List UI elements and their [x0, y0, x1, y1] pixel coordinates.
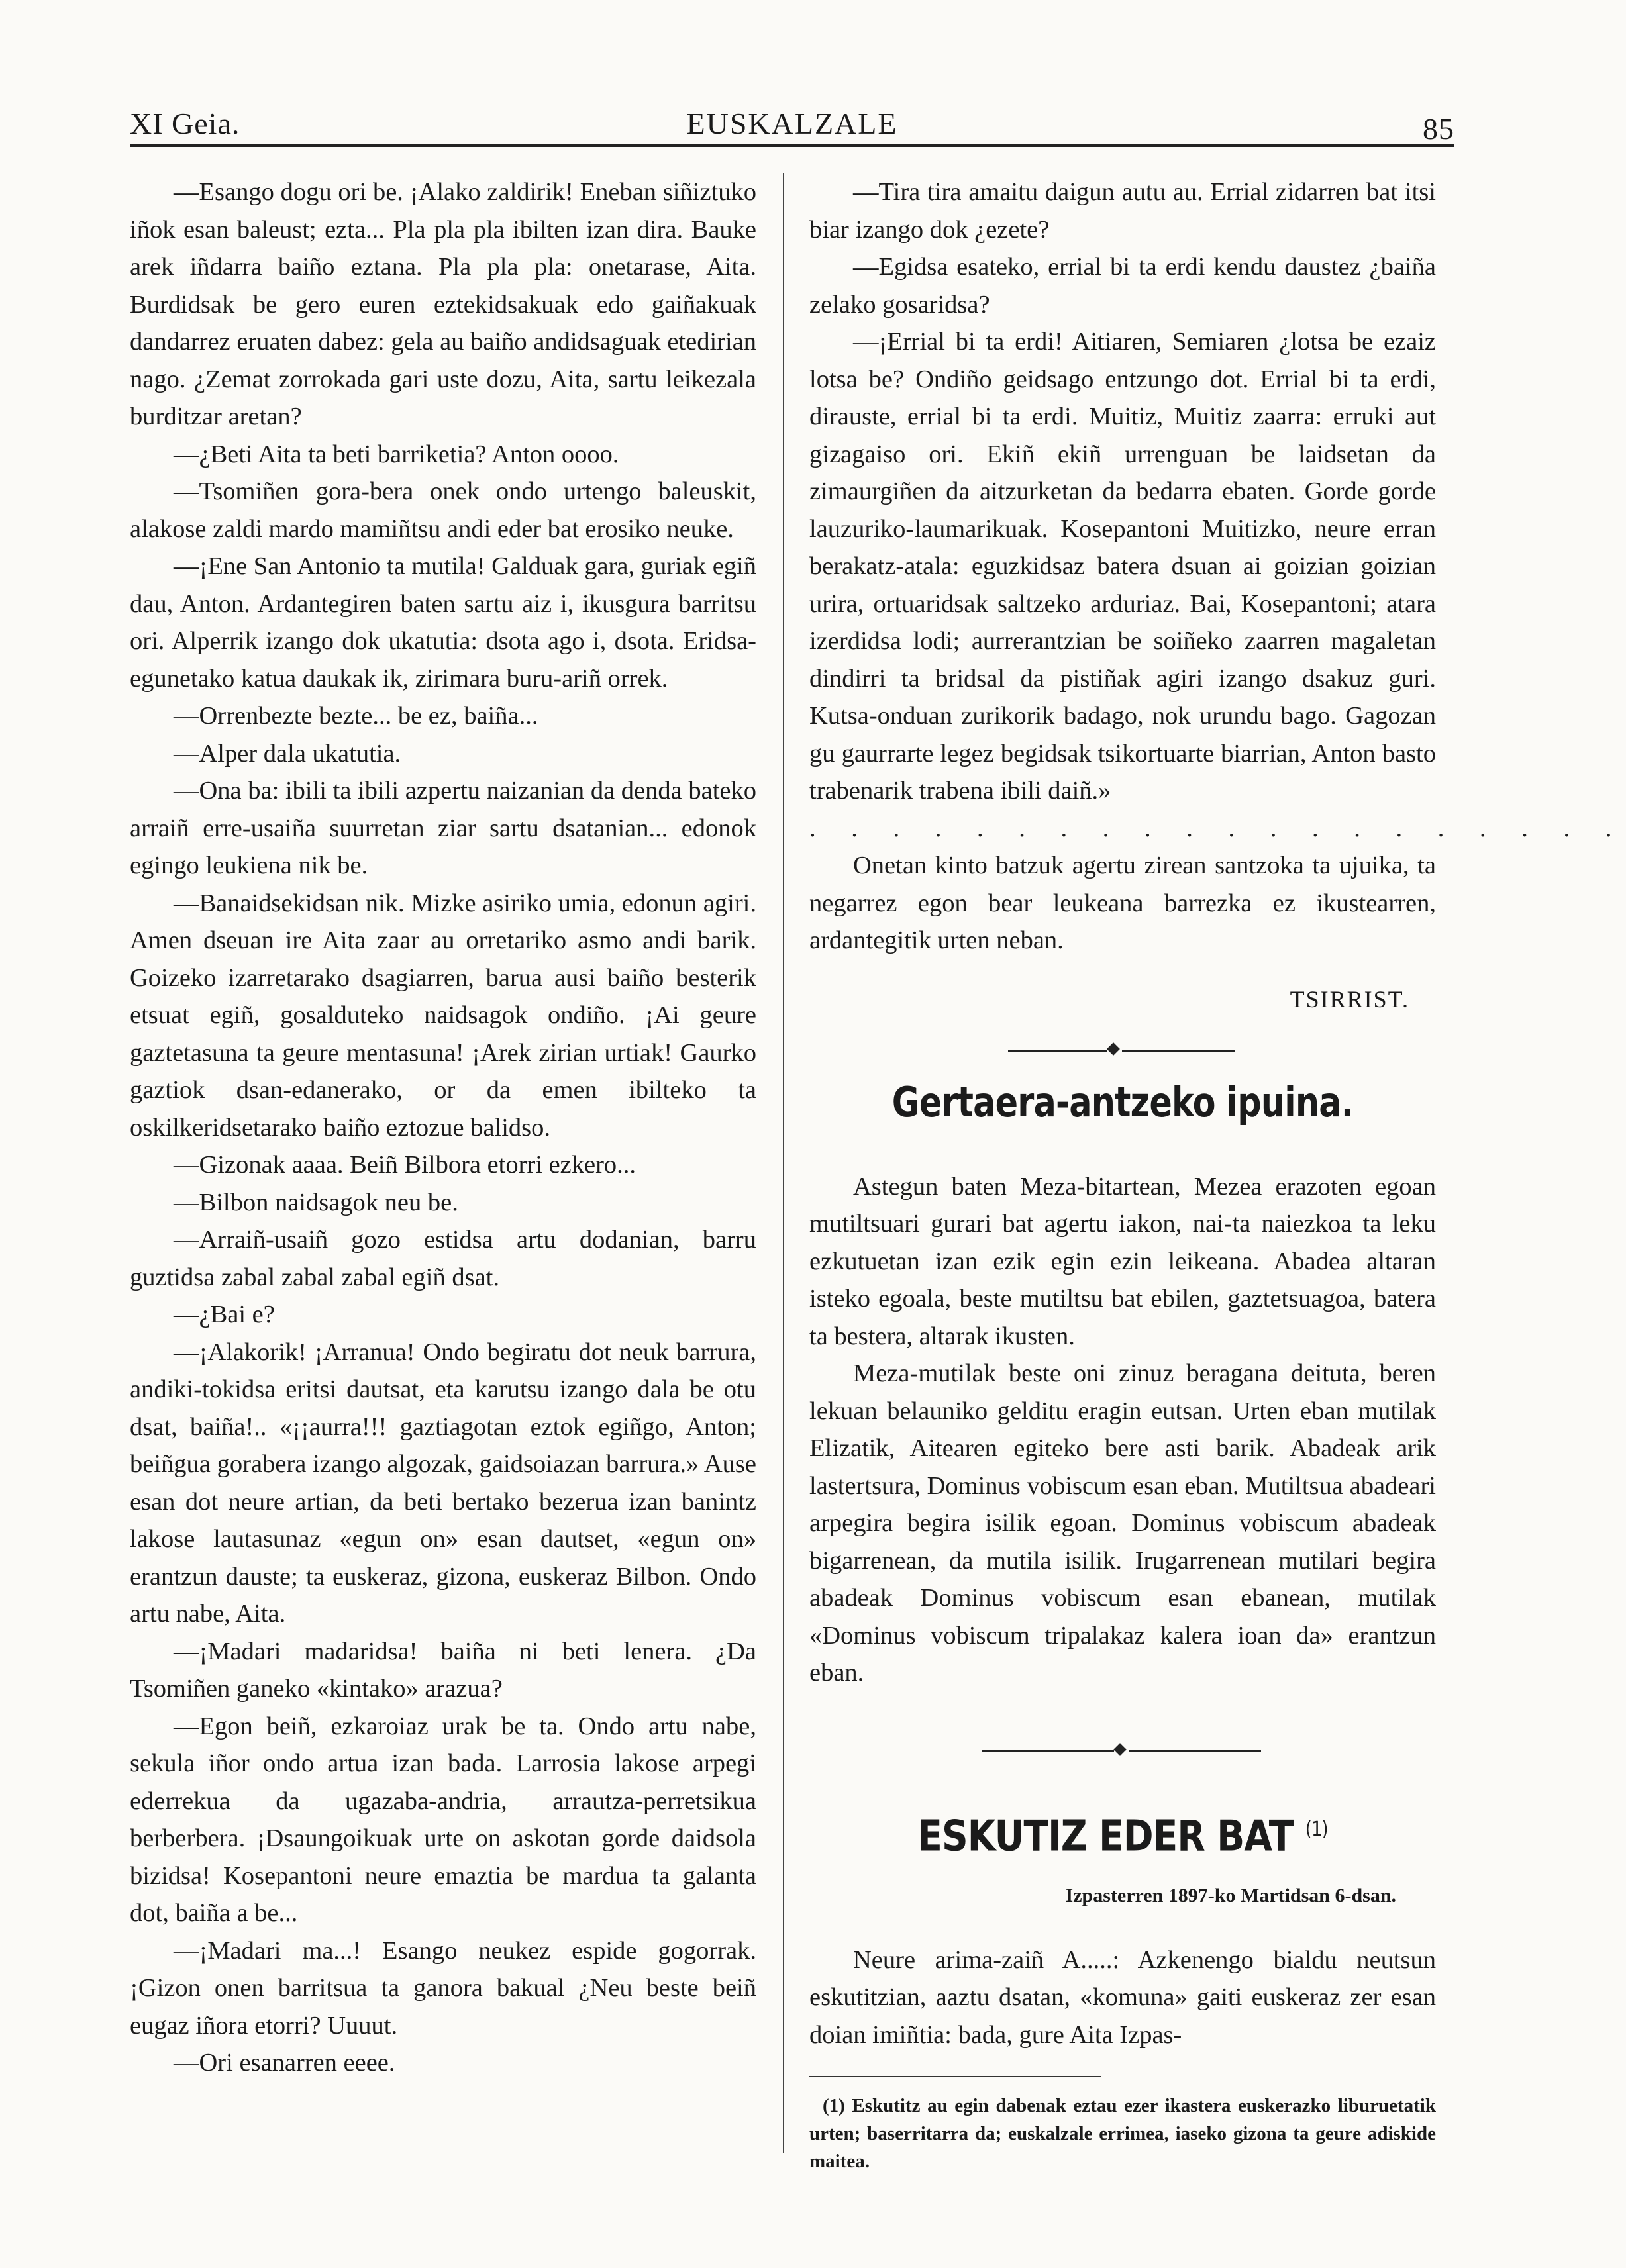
footnote-rule: [809, 2076, 1101, 2077]
section-title: Gertaera-antzeko ipuina.: [891, 1078, 1354, 1126]
paragraph: —¡Errial bi ta erdi! Aitiaren, Semiaren ¿lotsa be ezaiz lotsa be? Ondiño geidsago entzungo dot. Errial bi ta erdi, dirauste, errial bi ta erdi. Muitiz, Muitiz zaarra: erruki aut gizagaiso ori. Ekiñ ekiñ urrenguan be laidsetan da zimaurgiñen da aitzurketan da bedarra ebaten. Gorde gorde lauzuriko-laumarikuak. Kosepantoni Muitizko, neure erran berakatz-atala: eguzkidsaz batera dsuan ai goizian goizian urira, ortuaridsak saltzeko arduriaz. Bai, Kosepantoni; atara izerdidsa lodi; aurrerantzian be soiñeko zaarren magaletan dindirri ta bridsal da pistiñak agiri izango dsakuz guri. Kutsa-onduan zurikorik badago, nok urundu bago. Gagozan gu gaurrarte legez begidsak tsikortuarte biarrian, Anton basto trabenarik trabena ibili daiñ.»: [809, 328, 1436, 805]
ornament-divider: [809, 1031, 1436, 1071]
volume-label: XI Geia.: [130, 107, 240, 140]
left-column: [130, 173, 756, 2082]
paragraph: —Gizonak aaaa. Beiñ Bilbora etorri ezkero...: [174, 1151, 636, 1179]
letter-title-text: ESKUTIZ EDER BAT: [917, 1811, 1294, 1861]
paragraph: —Alper dala ukatutia.: [174, 739, 401, 767]
paragraph: Meza-mutilak beste oni zinuz beragana deituta, beren lekuan belauniko gelditu eragin eutsan. Urten eban mutilak Elizatik, Aitearen egiteko bere asti barik. Abadeak arik lastertsura, Dominus vobiscum esan eban. Mutiltsua abadeari arpegira begira isilik egoan. Dominus vobiscum abadeak bigarrenean, da mutila isilik. Irugarrenean mutilari begira abadeak Dominus vobiscum esan ebanean, mutilak «Dominus vobiscum tripalakaz kalera ioan da» erantzun eban.: [809, 1359, 1436, 1687]
ornament-divider: [809, 1732, 1436, 1771]
letter-paragraph: Neure arima-zaiñ A.....: Azkenengo bialdu neutsun eskutitzian, aaztu dsatan, «komuna» gaiti euskeraz zer esan doian imiñtia: bada, gure Aita Izpas-: [809, 1946, 1436, 2049]
paragraph: Astegun baten Meza-bitartean, Mezea erazoten egoan mutiltsuari gurari bat agertu iakon, nai-ta naiezkoa ta leku ezkutuetan izan ezik egin ezin leikeana. Abadea altaran isteko egoala, beste mutiltsu bat ebilen, gaztetsuagoa, batera ta bestera, altarak ikusten.: [809, 1172, 1436, 1350]
paragraph: Onetan kinto batzuk agertu zirean santzoka ta ujuika, ta negarrez egon bear leukeana barrezka ez ikustearren, ardantegitik urten neban.: [809, 852, 1436, 954]
dateline: Izpasterren 1897-ko Martidsan 6-dsan.: [1065, 1885, 1396, 1907]
paragraph: —Arraiñ-usaiñ gozo estidsa artu dodanian, barru guztidsa zabal zabal zabal egiñ dsat.: [130, 1226, 756, 1291]
column-divider: [783, 173, 784, 2153]
paragraph: —Egidsa esateko, errial bi ta erdi kendu daustez ¿baiña zelako gosaridsa?: [809, 253, 1436, 319]
paragraph: —Tsomiñen gora-bera onek ondo urtengo baleuskit, alakose zaldi mardo mamiñtsu andi eder bat erosiko neuke.: [130, 477, 756, 543]
paragraph: —Orrenbezte bezte... be ez, baiña...: [174, 702, 538, 730]
footnote: (1) Eskutitz au egin dabenak eztau ezer ikastera euskerazko liburuetatik urten; baserritarra da; euskalzale errimea, iaseko gizona ta geure adiskide maitea.: [809, 2095, 1436, 2173]
paragraph: —¡Alakorik! ¡Arranua! Ondo begiratu dot neuk barrura, andiki-tokidsa eritsi dautsat, eta karutsu izango dala be otu dsat, baiña!.. «¡¡aurra!!! gaztiagotan eztok egiñgo, Anton; beiñgua gorabera izango algozak, gaidsoiazan barrura.» Ause esan dot neure artian, da beti bertako bezerua izan banintz lakose lautasunaz «egun on» esan dautset, «egun on» erantzun dauste; ta euskeraz, gizona, euskeraz Bilbon. Ondo artu nabe, Aita.: [130, 1338, 756, 1628]
paragraph: —¿Beti Aita ta beti barriketia? Anton oooo.: [174, 440, 619, 468]
paragraph: —Ori esanarren eeee.: [174, 2049, 395, 2077]
paragraph: —Egon beiñ, ezkaroiaz urak be ta. Ondo artu nabe, sekula iñor ondo artua izan bada. Larrosia lakose arpegi ederrekua da ugazaba-andria, arrautza-perretsikua berberbera. ¡Dsaungoikuak urte on askotan gorde daidsola bizidsa! Kosepantoni neure emaztia be mardua ta galanta dot, baiña a be...: [130, 1712, 756, 1927]
footnote-mark: (1): [1305, 1817, 1328, 1841]
signature: TSIRRIST.: [1290, 985, 1409, 1012]
paragraph: —¡Ene San Antonio ta mutila! Galduak gara, guriak egiñ dau, Anton. Ardantegiren baten sartu aiz i, ikusgura barritsu ori. Alperrik izango dok ukatutia: dsota ago i, dsota. Eridsa-egunetako katua daukak ik, zirimara buru-ariñ orrek.: [130, 552, 756, 693]
header-rule: [130, 144, 1454, 147]
paragraph: —¡Madari madaridsa! baiña ni beti lenera. ¿Da Tsomiñen ganeko «kintako» arazua?: [130, 1637, 756, 1702]
journal-title: EUSKALZALE: [686, 107, 898, 140]
paragraph: —Bilbon naidsagok neu be.: [174, 1188, 458, 1216]
paragraph: —Tira tira amaitu daigun autu au. Errial zidarren bat itsi biar izango dok ¿ezete?: [809, 178, 1436, 244]
page-number: 85: [1423, 112, 1454, 146]
paragraph: —¿Bai e?: [174, 1301, 275, 1328]
paragraph: —Banaidsekidsan nik. Mizke asiriko umia, edonun agiri. Amen dseuan ire Aita zaar au orretariko asmo andi barik. Goizeko izarretarako dsagiarren, barua ausi baiño besterik etsuat egiñ, gosalduteko naidsagok ondiño. ¡Ai geure gaztetasuna ta geure mentasuna! ¡Arek zirian urtiak! Gaurko gaztiok dsan-edanerako, or da emen ibilteko ta oskilkeridsetarako baiño eztozue balidso.: [130, 889, 756, 1142]
paragraph: —Esango dogu ori be. ¡Alako zaldirik! Eneban siñiztuko iñok esan baleust; ezta... Pla pla pla ibilten izan dira. Bauke arek iñdarra baiño eztana. Pla pla pla: onetarase, Aita. Burdidsak be gero euren eztekidsakuak edo gaiñakuak dandarrez eruaten dabez: gela au baiño andidsaguak etedirian nago. ¿Zemat zorrokada gari uste dozu, Aita, sartu leikezala burditzar aretan?: [130, 178, 756, 430]
paragraph: —Ona ba: ibili ta ibili azpertu naizanian da denda bateko arraiñ erre-usaiña suurretan ziar sartu dsatanian... edonok egingo leukiena nik be.: [130, 777, 756, 879]
right-column: [809, 173, 1626, 2175]
paragraph: —¡Madari ma...! Esango neukez espide gogorrak. ¡Gizon onen barritsua ta ganora bakual ¿Neu beste beiñ eugaz iñora etorri? Uuuut.: [130, 1936, 756, 2040]
letter-title: [853, 1811, 1392, 1861]
ellipsis-dots: . . . . . . . . . . . . . . . . . . . .: [809, 814, 1626, 842]
